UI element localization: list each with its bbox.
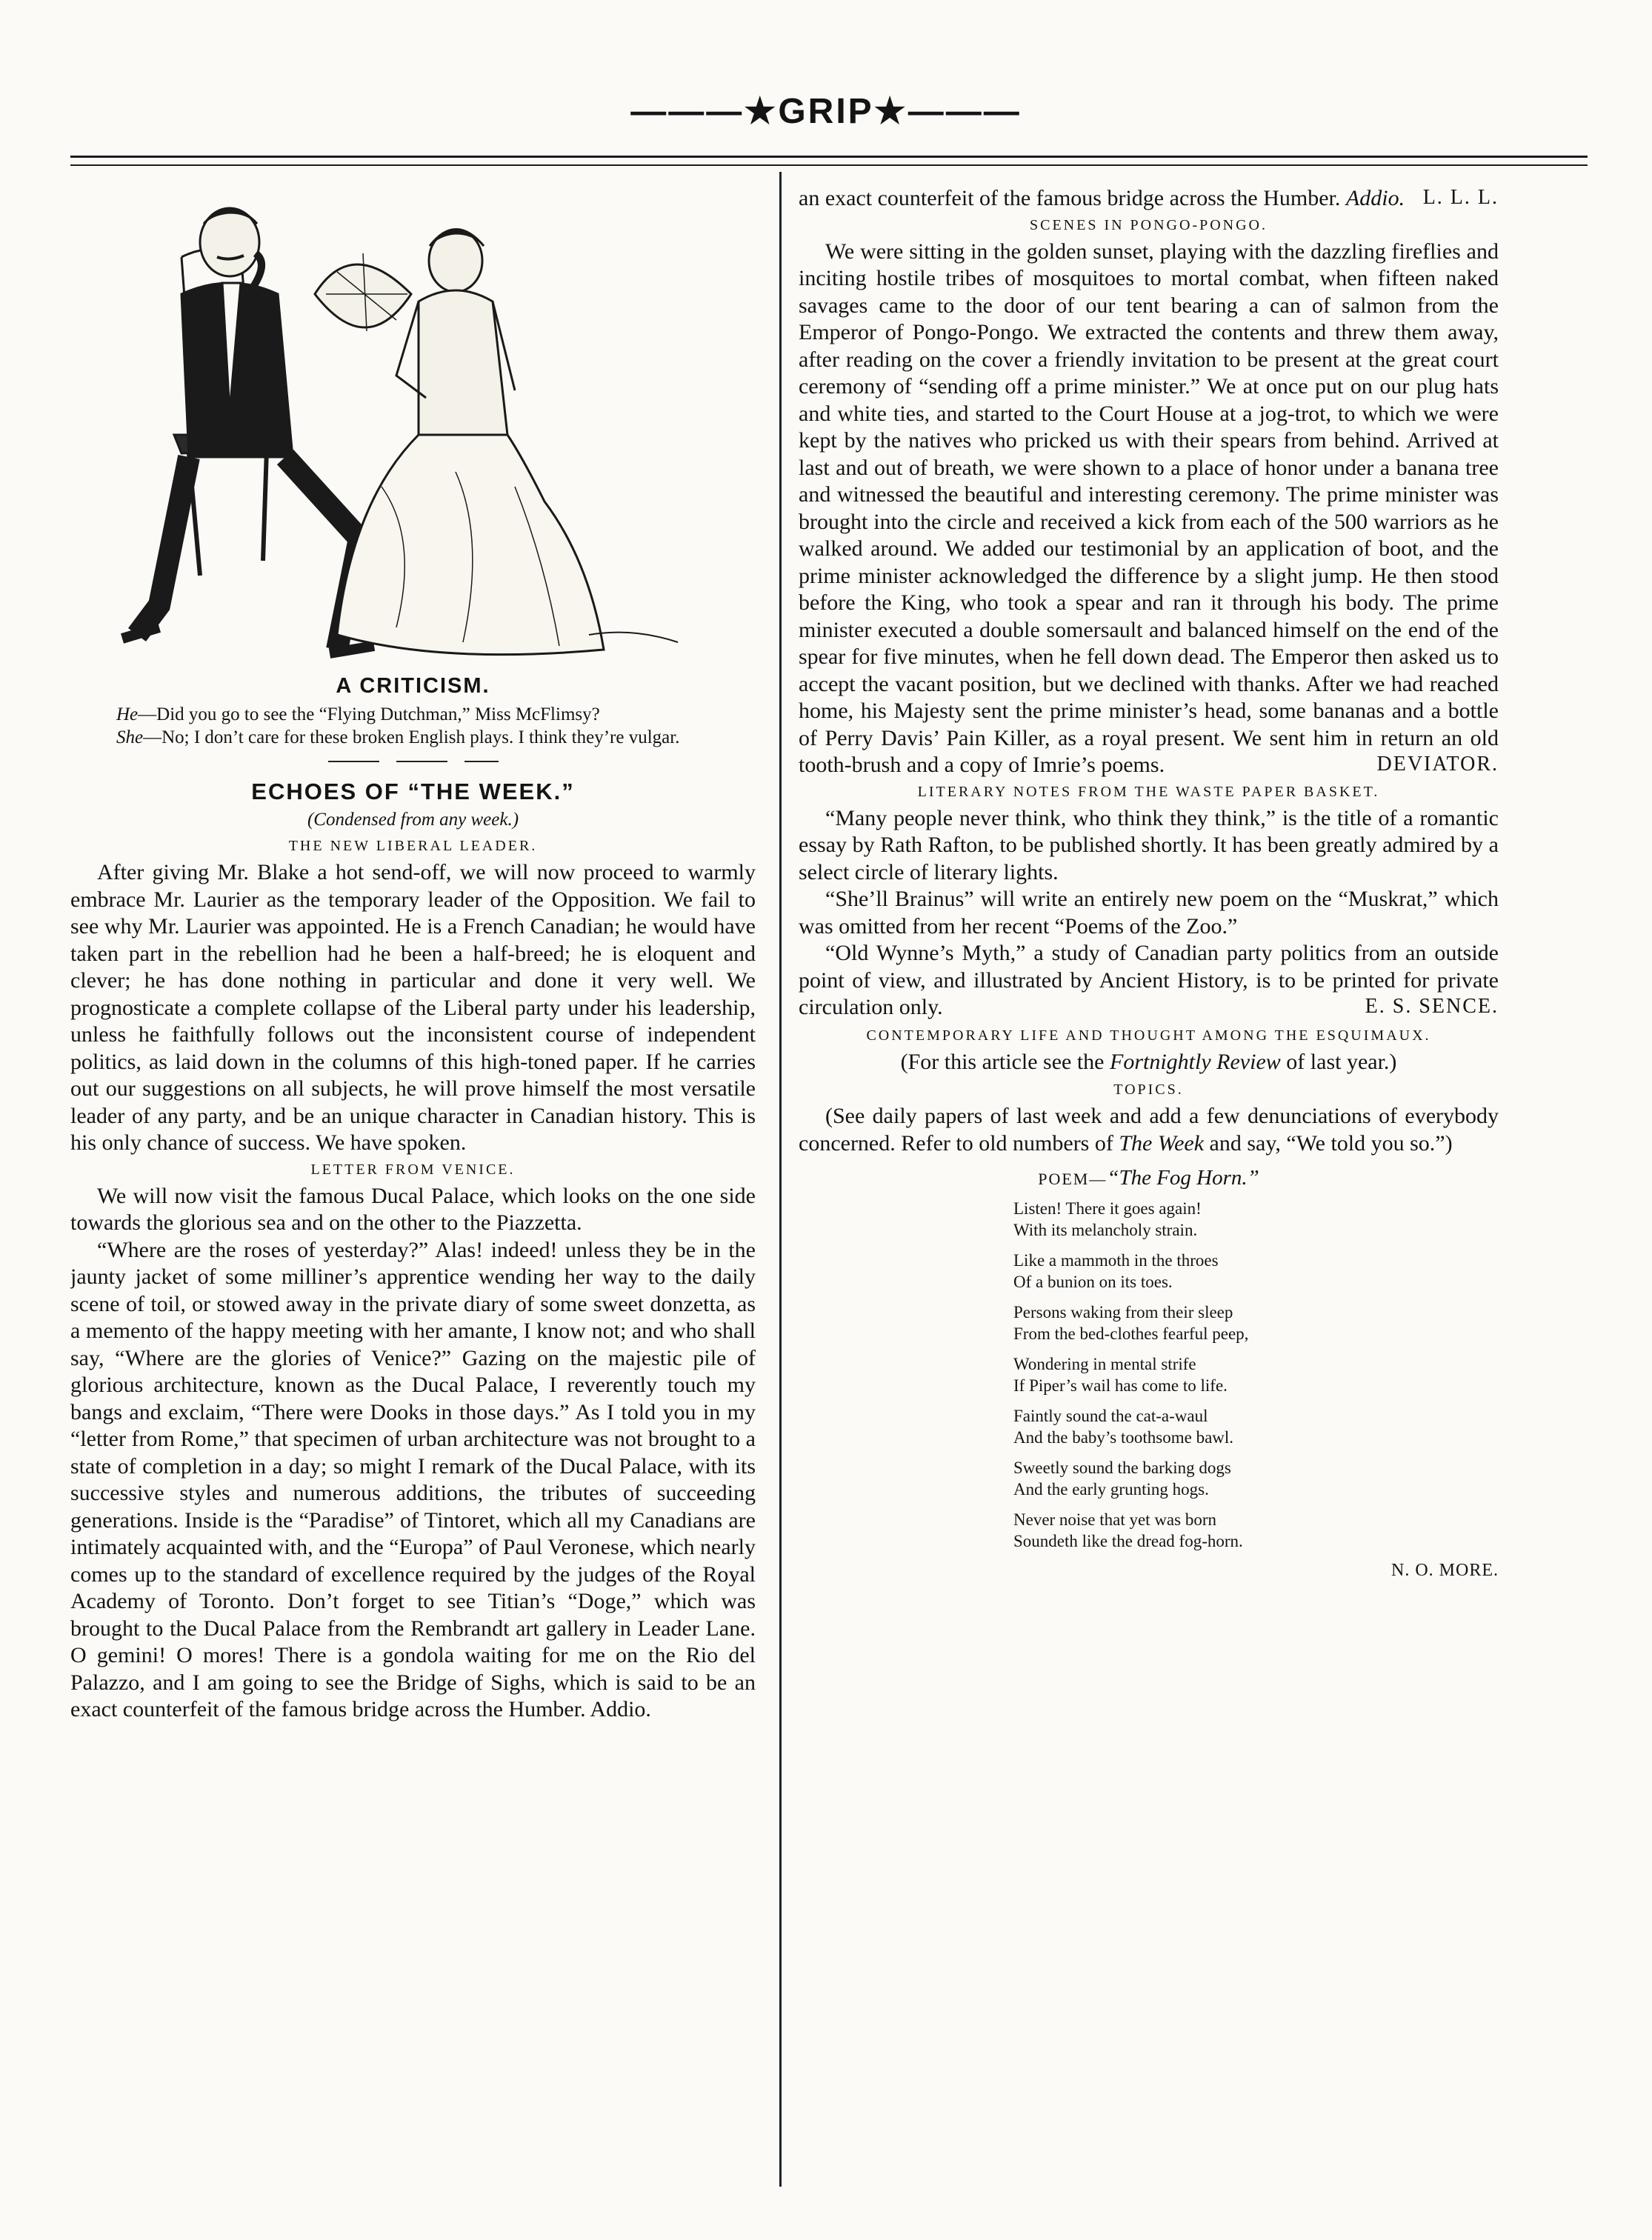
he-line [70, 703, 756, 726]
topics-text: (See daily papers of last week and add a few denunciations of everybody concerned. Refer to old numbers of [799, 1104, 1499, 1156]
poem-line: Listen! There it goes again! [1013, 1199, 1202, 1218]
header-rule [70, 156, 1588, 158]
poem-line: And the baby’s toothsome bawl. [1013, 1428, 1234, 1447]
poem-prefix: POEM— [1038, 1170, 1108, 1188]
poem-stanza [1013, 1198, 1499, 1241]
literary-para-3: “Old Wynne’s Myth,” a study of Canadian party politics from an outside point of view, and illustrated by Ancient History, is to be printed for private circulation only. [799, 941, 1499, 1019]
poem-line: Faintly sound the cat-a-waul [1013, 1407, 1208, 1425]
article-title: ECHOES OF “THE WEEK.” [251, 779, 575, 804]
topics-text-end: and say, “We told you so.”) [1204, 1130, 1453, 1156]
poem-stanza [1013, 1457, 1499, 1500]
she-line [70, 726, 756, 749]
left-column [70, 172, 756, 1924]
she-text: —No; I don’t care for these broken English plays. I think they’re vulgar. [143, 727, 680, 747]
poem-line: With its melancholy strain. [1013, 1221, 1198, 1239]
esquimaux-text-end: of last year.) [1280, 1049, 1397, 1074]
topics-body [799, 1103, 1499, 1157]
poem-stanza [1013, 1301, 1499, 1344]
he-text: —Did you go to see the “Flying Dutchman,” Miss McFlimsy? [138, 704, 600, 724]
literary-para-1: “Many people never think, who think they think,” is the title of a romantic essay by Rath Rafton, to be published shortly. It has been greatly admired by a select circle of literary lights. [799, 805, 1499, 884]
cartoon-illustration [70, 190, 756, 664]
he-speaker: He [116, 704, 139, 724]
esquimaux-text: (For this article see the [900, 1049, 1110, 1074]
heading-pongo-pongo: SCENES IN PONGO-PONGO. [1029, 216, 1268, 233]
literary-signature: E. S. SENCE. [1365, 994, 1499, 1018]
topics-week-title: The Week [1119, 1130, 1205, 1156]
poem-stanza [1013, 1509, 1499, 1552]
heading-letter-from-venice: LETTER FROM VENICE. [310, 1161, 516, 1178]
cartoon-title: A CRITICISM. [336, 674, 490, 698]
poem-heading [799, 1166, 1499, 1190]
poem-stanza [1013, 1353, 1499, 1396]
poem-title: “The Fog Horn.” [1107, 1166, 1259, 1190]
poem-line: If Piper’s wail has come to life. [1013, 1376, 1228, 1395]
heading-topics: TOPICS. [1113, 1081, 1184, 1098]
column-divider [779, 172, 782, 2187]
venice-para-2: “Where are the roses of yesterday?” Alas! indeed! unless they be in the jaunty jacket of some milliner’s apprentice wending her way to the daily scene of toil, or stowed away in the private diary of some sweet donzetta, as a memento of the happy meeting with her amante, I know not; and who shall say, “Where are the glories of Venice?” Gazing on the majestic pile of glorious architecture, known as the Ducal Palace, I reverently touch my bangs and exclaim, “There were Dooks in those days.” As I told you in my “letter from Rome,” that specimen of urban architecture was not brought to a state of completion in a day; so might I remark of the Ducal Palace, with its successive styles and numerous additions, the tributes of succeeding generations. Inside is the “Paradise” of Tintoret, which all my Canadians are intimately acquainted with, and the “Europa” of Paul Veronese, which nearly comes up to the standard of excellence required by the judges of the Royal Academy of Toronto. Don’t forget to see Titian’s “Doge,” which was brought to the Ducal Palace from the Rembrandt art gallery in Leader Lane. O gemini! O mores! There is a gondola waiting for me on the Rio del Palazzo, and I am going to see the Bridge of Sighs, which is said to be an exact counterfeit of the famous bridge across the Humber. Addio. [70, 1237, 756, 1721]
esquimaux-body [799, 1049, 1499, 1076]
heading-esquimaux: CONTEMPORARY LIFE AND THOUGHT AMONG THE ESQUIMAUX. [866, 1027, 1431, 1044]
pongo-signature: DEVIATOR. [1376, 752, 1499, 776]
esquimaux-review-title: Fortnightly Review [1110, 1049, 1281, 1074]
pongo-body: We were sitting in the golden sunset, playing with the dazzling fireflies and inciting hostile tribes of mosquitoes to mortal combat, when fifteen naked savages came to the door of our tent bearing a can of salmon from the Emperor of Pongo-Pongo. We extracted the contents and threw them away, after reading on the cover a friendly invitation to be present at the great court ceremony of “sending off a prime minister.” We at once put on our plug hats and white ties, and started to the Court House at a jog-trot, to which we were kept by the natives who pricked us with their spears from behind. Arrived at last and out of breath, we were shown to a place of honor under a banana tree and witnessed the beautiful and interesting ceremony. The prime minister was brought into the circle and received a kick from each of the 500 warriors as he walked around. We added our testimonial by an application of boot, and the prime minister acknowledged the difference by a slight jump. He then stood before the King, who took a spear and ran it through his body. The prime minister executed a double somersault and balanced himself on the end of the spear for five minutes, when he fell down dead. The Emperor then asked us to accept the vacant position, but we declined with thanks. After we had reached home, his Majesty sent the prime minister’s head, some bananas and a bottle of Perry Davis’ Pain Killer, as a royal present. We sent him in return an old tooth-brush and a copy of Imrie’s poems. [799, 239, 1499, 777]
article-subtitle: (Condensed from any week.) [307, 810, 519, 830]
right-column [799, 185, 1499, 1581]
header-rule-thin [70, 164, 1588, 166]
poem-line: And the early grunting hogs. [1013, 1480, 1209, 1499]
poem-line: From the bed-clothes fearful peep, [1013, 1324, 1249, 1343]
poem-line: Never noise that yet was born [1013, 1510, 1217, 1529]
heading-literary-notes: LITERARY NOTES FROM THE WASTE PAPER BASKET. [917, 783, 1380, 800]
masthead-title: ———★GRIP★——— [630, 92, 1022, 131]
venice-continued: an exact counterfeit of the famous bridge across the Humber. Addio. [799, 186, 1405, 210]
she-speaker: She [116, 727, 144, 747]
poem-line: Sweetly sound the barking dogs [1013, 1459, 1231, 1477]
poem-line: Wondering in mental strife [1013, 1355, 1196, 1373]
poem-line: Of a bunion on its toes. [1013, 1273, 1173, 1291]
liberal-leader-body: After giving Mr. Blake a hot send-off, we will now proceed to warmly embrace Mr. Laurier as the temporary leader of the Opposition. We fail to see why Mr. Laurier was appointed. He is a French Canadian; he would have taken part in the rebellion had he been a half-breed; he is eloquent and clever; he has done nothing in particular and done it very well. We prognosticate a complete collapse of the Liberal party under his leadership, unless he faithfully follows out the inconsistent course of independent politics, as laid down in the columns of this high-toned paper. If he carries out our suggestions on all subjects, he will prove himself the most versatile leader of any party, and be an unique character in Canadian history. This is his only chance of success. We have spoken. [70, 860, 756, 1155]
poem-stanza [1013, 1250, 1499, 1293]
literary-para-2: “She’ll Brainus” will write an entirely new poem on the “Muskrat,” which was omitted from her recent “Poems of the Zoo.” [799, 887, 1499, 939]
heading-liberal-leader: THE NEW LIBERAL LEADER. [288, 838, 538, 854]
venice-para-1: We will now visit the famous Ducal Palace, which looks on the one side towards the glorious sea and on the other to the Piazzetta. [70, 1183, 756, 1235]
section-divider [328, 761, 499, 762]
poem-stanza [1013, 1405, 1499, 1448]
poem-line: Soundeth like the dread fog-horn. [1013, 1532, 1243, 1550]
poem-line: Persons waking from their sleep [1013, 1303, 1233, 1321]
cartoon-dialogue [70, 703, 756, 749]
venice-signature: L. L. L. [1422, 185, 1499, 209]
poem-line: Like a mammoth in the throes [1013, 1251, 1219, 1270]
poem-signature: N. O. MORE. [1390, 1561, 1499, 1580]
